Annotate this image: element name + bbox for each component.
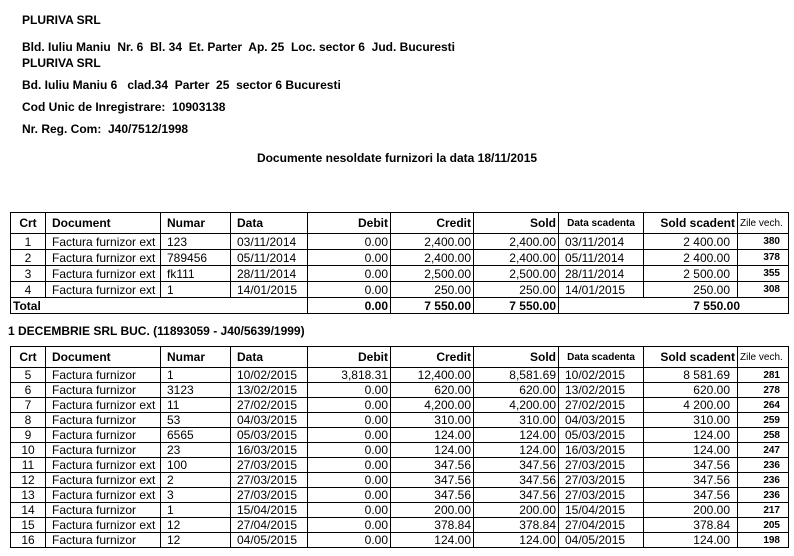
table-cell: fk111 — [161, 266, 231, 282]
table-cell: 04/03/2015 — [231, 413, 308, 428]
table-cell: Factura furnizor — [46, 413, 161, 428]
company-name-repeat: PLURIVA SRL — [22, 56, 101, 70]
table-cell: 264 — [738, 398, 789, 413]
company-cui: Cod Unic de Inregistrare: 10903138 — [22, 100, 226, 114]
table-cell: 6 — [11, 383, 46, 398]
table-cell: 13/02/2015 — [231, 383, 308, 398]
table-cell: 378.84 — [644, 518, 738, 533]
table-cell: 620.00 — [391, 383, 474, 398]
table-cell: 0.00 — [308, 458, 391, 473]
table-cell: Factura furnizor ext — [46, 266, 161, 282]
column-header: Crt — [11, 213, 46, 234]
table-cell: 12 — [161, 518, 231, 533]
table-cell: 380 — [738, 234, 789, 250]
table-cell: 27/03/2015 — [231, 488, 308, 503]
table-cell: 27/03/2015 — [559, 458, 644, 473]
table-row — [11, 518, 789, 533]
table-cell: 05/03/2015 — [559, 428, 644, 443]
table-cell: 1 — [161, 282, 231, 298]
table-cell: 0.00 — [308, 413, 391, 428]
table-cell: 3 — [161, 488, 231, 503]
table-cell: 10 — [11, 443, 46, 458]
table-cell: 27/03/2015 — [231, 473, 308, 488]
table-row — [11, 458, 789, 473]
table2-container — [10, 346, 789, 548]
table-cell: 8 — [11, 413, 46, 428]
table-cell: 2,500.00 — [391, 266, 474, 282]
table-cell: 0.00 — [308, 398, 391, 413]
table-cell: 355 — [738, 266, 789, 282]
table-cell: 2,400.00 — [474, 250, 559, 266]
table-cell: 12 — [161, 533, 231, 548]
table-row — [11, 250, 789, 266]
company-address-1: Bld. Iuliu Maniu Nr. 6 Bl. 34 Et. Parter Ap. 25 Loc. sector 6 Jud. Bucuresti — [22, 40, 455, 54]
table-cell: 12,400.00 — [391, 368, 474, 383]
table-cell: 15 — [11, 518, 46, 533]
table-row — [11, 533, 789, 548]
supplier-section-title: 1 DECEMBRIE SRL BUC. (11893059 - J40/5639/1999) — [8, 324, 305, 338]
table-cell: 124.00 — [474, 533, 559, 548]
table-cell: 347.56 — [391, 473, 474, 488]
total-cell: Total — [11, 298, 308, 314]
company-address-2: Bd. Iuliu Maniu 6 clad.34 Parter 25 sector 6 Bucuresti — [22, 78, 341, 92]
table-cell: 310.00 — [474, 413, 559, 428]
table-cell: 0.00 — [308, 250, 391, 266]
table-cell: 05/03/2015 — [231, 428, 308, 443]
table-cell: 259 — [738, 413, 789, 428]
table-cell: Factura furnizor ext — [46, 488, 161, 503]
table-row — [11, 234, 789, 250]
table-cell: 250.00 — [391, 282, 474, 298]
table-cell: 198 — [738, 533, 789, 548]
table-cell: 2 — [11, 250, 46, 266]
table-cell: 310.00 — [391, 413, 474, 428]
table-cell: 4 — [11, 282, 46, 298]
table-cell: 14/01/2015 — [231, 282, 308, 298]
table-cell: 0.00 — [308, 518, 391, 533]
table-cell: 15/04/2015 — [559, 503, 644, 518]
company-name: PLURIVA SRL — [22, 13, 101, 27]
column-header: Data — [231, 347, 308, 368]
table-cell: Factura furnizor ext — [46, 473, 161, 488]
total-row — [11, 298, 789, 314]
table-cell: 347.56 — [474, 488, 559, 503]
table-cell: 11 — [11, 458, 46, 473]
table-cell: Factura furnizor — [46, 503, 161, 518]
table-cell: 7 — [11, 398, 46, 413]
column-header: Credit — [391, 213, 474, 234]
table-cell: 347.56 — [391, 488, 474, 503]
table-cell: 100 — [161, 458, 231, 473]
table-cell: 217 — [738, 503, 789, 518]
table-cell: 3 — [11, 266, 46, 282]
table-cell: 236 — [738, 488, 789, 503]
table-cell: 05/11/2014 — [559, 250, 644, 266]
table-cell: 2 400.00 — [644, 234, 738, 250]
table-cell: 0.00 — [308, 533, 391, 548]
table-cell: 3123 — [161, 383, 231, 398]
table-cell: 250.00 — [644, 282, 738, 298]
table-cell: 347.56 — [644, 473, 738, 488]
table-cell: 123 — [161, 234, 231, 250]
table-cell: 23 — [161, 443, 231, 458]
table-cell: 2,500.00 — [474, 266, 559, 282]
table-cell: 0.00 — [308, 473, 391, 488]
table-cell: Factura furnizor — [46, 368, 161, 383]
table-cell: 310.00 — [644, 413, 738, 428]
table-cell: 236 — [738, 473, 789, 488]
table-cell: Factura furnizor — [46, 428, 161, 443]
table-cell: 13 — [11, 488, 46, 503]
table-cell: 205 — [738, 518, 789, 533]
table-cell: 8 581.69 — [644, 368, 738, 383]
table-cell: 5 — [11, 368, 46, 383]
column-header: Numar — [161, 213, 231, 234]
table-cell: 378 — [738, 250, 789, 266]
table-cell: 200.00 — [391, 503, 474, 518]
table-cell: 27/04/2015 — [231, 518, 308, 533]
column-header: Sold — [474, 347, 559, 368]
table-cell: 3,818.31 — [308, 368, 391, 383]
column-header: Data — [231, 213, 308, 234]
table-cell: 124.00 — [391, 443, 474, 458]
table-row — [11, 383, 789, 398]
column-header: Zile vech. — [738, 213, 789, 234]
table-cell: 347.56 — [644, 458, 738, 473]
total-cell: 0.00 — [308, 298, 391, 314]
table-row — [11, 282, 789, 298]
table-cell: Factura furnizor ext — [46, 458, 161, 473]
table-cell: Factura furnizor ext — [46, 234, 161, 250]
table-row — [11, 368, 789, 383]
total-cell: 7 550.00 — [474, 298, 559, 314]
column-header: Document — [46, 213, 161, 234]
table-cell: 0.00 — [308, 488, 391, 503]
table-row — [11, 503, 789, 518]
table-cell: 4,200.00 — [474, 398, 559, 413]
table-row — [11, 488, 789, 503]
table-cell: 2 400.00 — [644, 250, 738, 266]
column-header: Data scadenta — [559, 213, 644, 234]
table-cell: 27/03/2015 — [231, 458, 308, 473]
table-cell: Factura furnizor ext — [46, 398, 161, 413]
table-cell: 16/03/2015 — [559, 443, 644, 458]
table-cell: 27/02/2015 — [231, 398, 308, 413]
column-header: Numar — [161, 347, 231, 368]
table-cell: 2,400.00 — [391, 234, 474, 250]
table-cell: 28/11/2014 — [231, 266, 308, 282]
column-header: Sold — [474, 213, 559, 234]
header-row — [11, 347, 789, 368]
table-cell: 258 — [738, 428, 789, 443]
table-cell: 04/05/2015 — [231, 533, 308, 548]
table-cell: 0.00 — [308, 234, 391, 250]
table-cell: 2,400.00 — [391, 250, 474, 266]
column-header: Zile vech. — [738, 347, 789, 368]
table-cell: 620.00 — [474, 383, 559, 398]
documents-table-2 — [10, 346, 789, 548]
table-cell: 10/02/2015 — [559, 368, 644, 383]
table-cell: 14 — [11, 503, 46, 518]
table-cell: 347.56 — [474, 458, 559, 473]
table-cell: 04/05/2015 — [559, 533, 644, 548]
table-cell: 124.00 — [474, 443, 559, 458]
column-header: Credit — [391, 347, 474, 368]
table-cell: 281 — [738, 368, 789, 383]
table-cell: 124.00 — [644, 533, 738, 548]
header-row — [11, 213, 789, 234]
table-cell: 12 — [11, 473, 46, 488]
table-cell: 05/11/2014 — [231, 250, 308, 266]
table-cell: 0.00 — [308, 282, 391, 298]
table-cell: 16 — [11, 533, 46, 548]
column-header: Sold scadent — [644, 213, 738, 234]
table-cell: 1 — [161, 503, 231, 518]
table-cell: 13/02/2015 — [559, 383, 644, 398]
table-row — [11, 266, 789, 282]
table-cell: 9 — [11, 428, 46, 443]
table-cell: Factura furnizor ext — [46, 518, 161, 533]
table-cell: 789456 — [161, 250, 231, 266]
table-row — [11, 398, 789, 413]
report-title: Documente nesoldate furnizori la data 18/11/2015 — [256, 151, 538, 165]
table-cell: 124.00 — [644, 443, 738, 458]
column-header: Debit — [308, 347, 391, 368]
table-cell: 620.00 — [644, 383, 738, 398]
table-cell: 124.00 — [391, 428, 474, 443]
table-cell: 1 — [11, 234, 46, 250]
table-cell: 27/03/2015 — [559, 473, 644, 488]
table-cell: 03/11/2014 — [559, 234, 644, 250]
table-cell: 27/03/2015 — [559, 488, 644, 503]
table-cell: 0.00 — [308, 503, 391, 518]
table-cell: 6565 — [161, 428, 231, 443]
table-cell: Factura furnizor ext — [46, 282, 161, 298]
column-header: Debit — [308, 213, 391, 234]
table-row — [11, 473, 789, 488]
table-cell: 03/11/2014 — [231, 234, 308, 250]
table-cell: 0.00 — [308, 443, 391, 458]
table-cell: 27/02/2015 — [559, 398, 644, 413]
table1-container — [10, 212, 789, 314]
table-cell: Factura furnizor — [46, 443, 161, 458]
table-cell: 124.00 — [644, 428, 738, 443]
table-cell: 53 — [161, 413, 231, 428]
table-cell: 236 — [738, 458, 789, 473]
table-cell: 14/01/2015 — [559, 282, 644, 298]
table-cell: 0.00 — [308, 428, 391, 443]
table-cell: 2 500.00 — [644, 266, 738, 282]
column-header: Data scadenta — [559, 347, 644, 368]
table-cell: 347.56 — [474, 473, 559, 488]
total-cell: 7 550.00 — [391, 298, 474, 314]
table-cell: 11 — [161, 398, 231, 413]
table-cell: 308 — [738, 282, 789, 298]
table-cell: 1 — [161, 368, 231, 383]
table-cell: 04/03/2015 — [559, 413, 644, 428]
column-header: Crt — [11, 347, 46, 368]
table-cell: Factura furnizor — [46, 533, 161, 548]
table-cell: 278 — [738, 383, 789, 398]
table-row — [11, 413, 789, 428]
table-cell: 347.56 — [644, 488, 738, 503]
table-row — [11, 443, 789, 458]
table-cell: 4 200.00 — [644, 398, 738, 413]
table-cell: 27/04/2015 — [559, 518, 644, 533]
table-cell: 378.84 — [474, 518, 559, 533]
table-cell: Factura furnizor — [46, 383, 161, 398]
total-cell: 7 550.00 — [559, 298, 789, 314]
table-row — [11, 428, 789, 443]
table-cell: 0.00 — [308, 383, 391, 398]
table-cell: 8,581.69 — [474, 368, 559, 383]
table-cell: 347.56 — [391, 458, 474, 473]
table-cell: 2,400.00 — [474, 234, 559, 250]
table-cell: 16/03/2015 — [231, 443, 308, 458]
table-cell: 2 — [161, 473, 231, 488]
column-header: Sold scadent — [644, 347, 738, 368]
table-cell: 0.00 — [308, 266, 391, 282]
table-cell: 4,200.00 — [391, 398, 474, 413]
table-cell: 200.00 — [644, 503, 738, 518]
table-cell: 10/02/2015 — [231, 368, 308, 383]
table-cell: 124.00 — [474, 428, 559, 443]
table-cell: 28/11/2014 — [559, 266, 644, 282]
table-cell: Factura furnizor ext — [46, 250, 161, 266]
table-cell: 378.84 — [391, 518, 474, 533]
documents-table-1 — [10, 212, 789, 314]
table-cell: 15/04/2015 — [231, 503, 308, 518]
table-cell: 250.00 — [474, 282, 559, 298]
company-reg-com: Nr. Reg. Com: J40/7512/1998 — [22, 122, 189, 136]
column-header: Document — [46, 347, 161, 368]
table-cell: 247 — [738, 443, 789, 458]
table-cell: 200.00 — [474, 503, 559, 518]
table-cell: 124.00 — [391, 533, 474, 548]
